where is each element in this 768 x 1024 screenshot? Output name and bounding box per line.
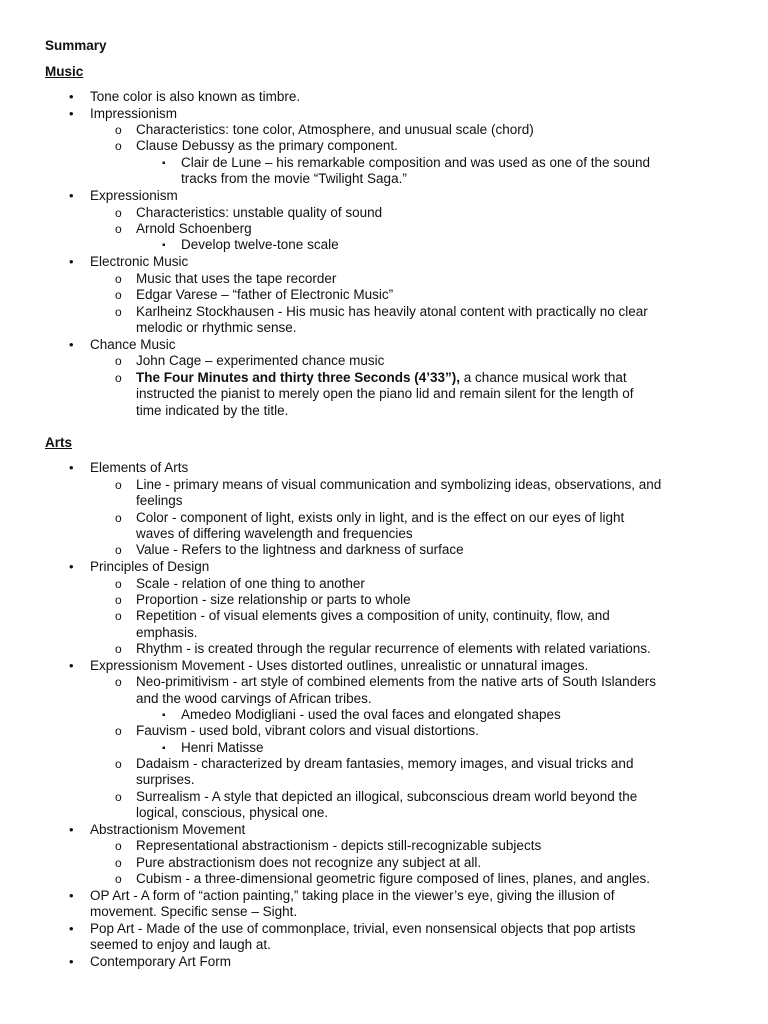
list-item: • Tone color is also known as timbre. [69,89,301,104]
list-item: o The Four Minutes and thirty three Seconds (4’33”), a chance musical work that [115,370,627,385]
list-item: • Expressionism [69,188,178,203]
list-item: o Representational abstractionism - depicts still-recognizable subjects [115,838,542,853]
list-item: • Abstractionism Movement [69,822,246,837]
list-item-continuation: instructed the pianist to merely open the piano lid and remain silent for the length of [136,386,634,401]
list-item-continuation: tracks from the movie “Twilight Saga.” [181,171,407,186]
list-item: o Music that uses the tape recorder [115,271,337,286]
list-item: o Fauvism - used bold, vibrant colors and visual distortions. [115,723,479,738]
list-item: o Pure abstractionism does not recognize any subject at all. [115,855,482,870]
list-item: ▪ Henri Matisse [162,740,264,755]
list-item: o Color - component of light, exists only in light, and is the effect on our eyes of light [115,510,625,525]
summary-title: Summary [45,38,107,53]
list-item: • Impressionism [69,106,178,121]
list-item: ▪ Develop twelve-tone scale [162,237,339,252]
list-item: o Dadaism - characterized by dream fantasies, memory images, and visual tricks and [115,756,634,771]
list-item-continuation: waves of differing wavelength and frequencies [136,526,413,541]
list-item-continuation: melodic or rhythmic sense. [136,320,297,335]
list-item: o Line - primary means of visual communication and symbolizing ideas, observations, and [115,477,662,492]
list-item-continuation: feelings [136,493,183,508]
list-item: o Surrealism - A style that depicted an illogical, subconscious dream world beyond the [115,789,638,804]
list-item: • Principles of Design [69,559,210,574]
list-item: o Arnold Schoenberg [115,221,252,236]
list-item: o Edgar Varese – “father of Electronic Music” [115,287,394,302]
list-item: o John Cage – experimented chance music [115,353,385,368]
list-item: o Proportion - size relationship or parts to whole [115,592,411,607]
list-item: • Electronic Music [69,254,189,269]
list-item-continuation: emphasis. [136,625,198,640]
list-item: • Chance Music [69,337,176,352]
list-item: • Contemporary Art Form [69,954,232,969]
list-item-continuation: surprises. [136,772,195,787]
list-item: o Scale - relation of one thing to another [115,576,365,591]
list-item-continuation: seemed to enjoy and laugh at. [90,937,271,952]
list-item: o Characteristics: unstable quality of sound [115,205,383,220]
list-item: ▪ Amedeo Modigliani - used the oval faces and elongated shapes [162,707,561,722]
list-item: o Neo-primitivism - art style of combined elements from the native arts of South Islanders [115,674,656,689]
list-item: o Rhythm - is created through the regular recurrence of elements with related variations. [115,641,651,656]
list-item: o Value - Refers to the lightness and darkness of surface [115,542,464,557]
list-item: • Pop Art - Made of the use of commonplace, trivial, even nonsensical objects that pop artists [69,921,636,936]
list-item: ▪ Clair de Lune – his remarkable composition and was used as one of the sound [162,155,651,170]
list-item: o Repetition - of visual elements gives a composition of unity, continuity, flow, and [115,608,610,623]
music-heading: Music [45,64,84,79]
arts-heading: Arts [45,435,73,450]
list-item-continuation: movement. Specific sense – Sight. [90,904,298,919]
list-item: o Clause Debussy as the primary component. [115,138,398,153]
list-item: • Expressionism Movement - Uses distorted outlines, unrealistic or unnatural images. [69,658,589,673]
list-item: o Cubism - a three-dimensional geometric figure composed of lines, planes, and angles. [115,871,651,886]
list-item: • OP Art - A form of “action painting,” taking place in the viewer’s eye, giving the illusion of [69,888,615,903]
list-item-continuation: time indicated by the title. [136,403,289,418]
list-item-continuation: logical, conscious, physical one. [136,805,329,820]
list-item-continuation: and the wood carvings of African tribes. [136,691,372,706]
list-item: o Characteristics: tone color, Atmosphere, and unusual scale (chord) [115,122,534,137]
list-item: • Elements of Arts [69,460,189,475]
list-item: o Karlheinz Stockhausen - His music has heavily atonal content with practically no clear [115,304,648,319]
